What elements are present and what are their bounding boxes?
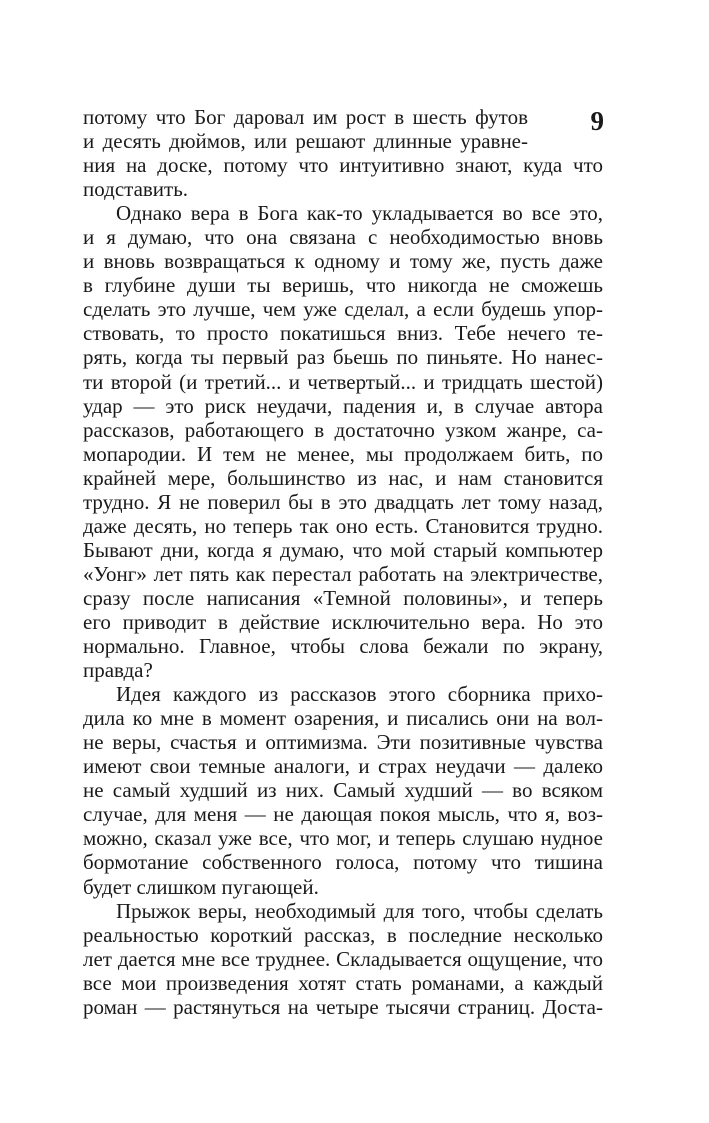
text-line: потому что Бог даровал им рост в шесть футов bbox=[83, 105, 528, 129]
text-line: не самый худший из них. Самый худший — во всяком bbox=[83, 778, 603, 803]
text-line: нормально. Главное, чтобы слова бежали по экрану, bbox=[83, 634, 603, 659]
text-line: и вновь возвращаться к одному и тому же, пусть даже bbox=[83, 249, 603, 274]
text-line: дила ко мне в момент озарения, и писались они на вол- bbox=[83, 706, 603, 731]
text-line: крайней мере, большинство из нас, и нам становится bbox=[83, 465, 603, 490]
text-line: Бывают дни, когда я думаю, что мой старый компьютер bbox=[83, 537, 603, 562]
text-line: в глубине души ты веришь, что никогда не сможешь bbox=[83, 273, 603, 298]
text-line: трудно. Я не поверил бы в это двадцать лет тому назад, bbox=[83, 489, 603, 514]
text-line: «Уонг» лет пять как перестал работать на электричестве, bbox=[83, 561, 603, 586]
text-line: ти второй (и третий... и четвертый... и тридцать шестой) bbox=[83, 369, 603, 394]
text-line: реальностью короткий рассказ, в последние несколько bbox=[83, 922, 603, 947]
text-line: и десять дюймов, или решают длинные уравне- bbox=[83, 129, 528, 154]
text-line: правда? bbox=[83, 658, 153, 683]
text-line: сделать это лучше, чем уже сделал, а если будешь упор- bbox=[83, 297, 603, 322]
text-line: будет слишком пугающей. bbox=[83, 874, 319, 899]
page-number: 9 bbox=[590, 106, 604, 136]
text-line: подставить. bbox=[83, 177, 189, 202]
text-line: его приводит в действие исключительно вера. Но это bbox=[83, 609, 603, 634]
text-line: все мои произведения хотят стать романами, а каждый bbox=[83, 970, 603, 995]
text-line: можно, сказал уже все, что мог, и теперь слушаю нудное bbox=[83, 826, 603, 851]
text-line: и я думаю, что она связана с необходимостью вновь bbox=[83, 225, 603, 250]
text-line: имеют свои темные аналоги, и страх неудачи — далеко bbox=[83, 754, 603, 779]
text-line: роман — растянуться на четыре тысячи страниц. Доста- bbox=[83, 994, 603, 1019]
text-line: случае, для меня — не дающая покоя мысль, что я, воз- bbox=[83, 802, 603, 827]
text-line: рять, когда ты первый раз бьешь по пиньяте. Но нанес- bbox=[83, 345, 603, 370]
paragraph-first-line: Прыжок веры, необходимый для того, чтобы сделать bbox=[116, 898, 603, 923]
text-line: не веры, счастья и оптимизма. Эти позитивные чувства bbox=[83, 730, 603, 755]
text-line: лет дается мне все труднее. Складывается ощущение, что bbox=[83, 946, 603, 971]
text-line: мопародии. И тем не менее, мы продолжаем бить, по bbox=[83, 441, 603, 466]
text-line: ния на доске, потому что интуитивно знают, куда что bbox=[83, 153, 603, 178]
text-line: ствовать, то просто покатишься вниз. Тебе нечего те- bbox=[83, 321, 603, 346]
text-line: бормотание собственного голоса, потому что тишина bbox=[83, 850, 603, 875]
text-line: даже десять, но теперь так оно есть. Становится трудно. bbox=[83, 513, 603, 538]
text-line: рассказов, работающего в достаточно узком жанре, са- bbox=[83, 417, 603, 442]
paragraph-first-line: Однако вера в Бога как-то укладывается во все это, bbox=[116, 201, 603, 226]
paragraph-first-line: Идея каждого из рассказов этого сборника прихо- bbox=[116, 682, 603, 707]
text-line: сразу после написания «Темной половины», и теперь bbox=[83, 585, 603, 610]
body-text bbox=[83, 105, 603, 1019]
text-line: удар — это риск неудачи, падения и, в случае автора bbox=[83, 393, 603, 418]
